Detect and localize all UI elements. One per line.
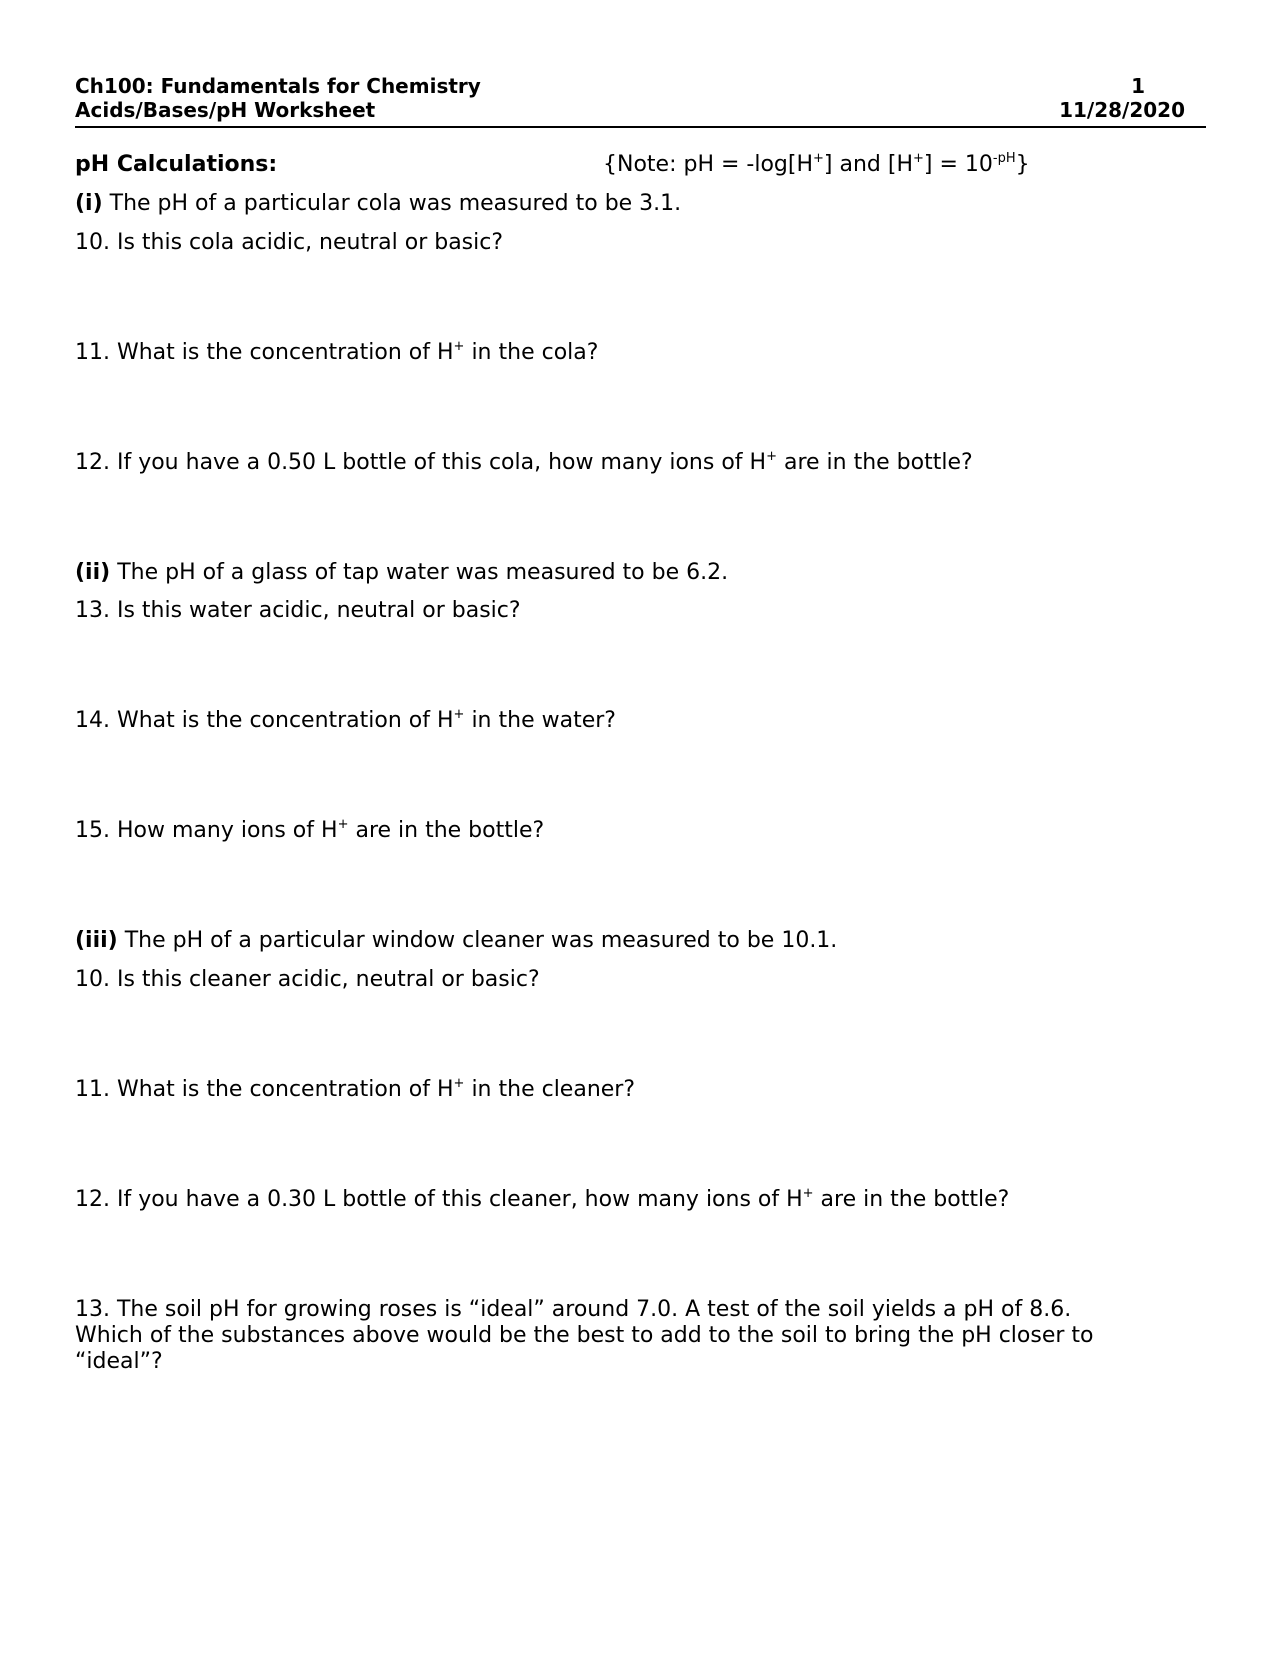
question-10-cleaner: 10. Is this cleaner acidic, neutral or basic? (75, 967, 540, 992)
question-12-cleaner: 12. If you have a 0.30 L bottle of this cleaner, how many ions of H+ are in the bottle? (75, 1186, 1010, 1212)
question-15-water: 15. How many ions of H+ are in the bottle? (75, 817, 545, 843)
question-13-soil-line1: 13. The soil pH for growing roses is “ideal” around 7.0. A test of the soil yields a pH of 8.6. (75, 1297, 1072, 1322)
header-right (1059, 74, 1185, 122)
page-number: 1 (1131, 74, 1145, 98)
formula-note: {Note: pH = -log[H+] and $[H^+] = 10^{-pH}$} (603, 151, 1030, 177)
part-iii-intro: (iii) The pH of a particular window cleaner was measured to be 10.1. (75, 928, 838, 953)
header-left (75, 74, 481, 122)
section-title: pH Calculations: (75, 152, 278, 177)
question-10-cola: 10. Is this cola acidic, neutral or basic? (75, 230, 504, 255)
date: 11/28/2020 (1059, 98, 1185, 122)
question-14-water: 14. What is the concentration of H+ in the water? (75, 707, 616, 733)
worksheet-title: Acids/Bases/pH Worksheet (75, 98, 376, 122)
part-ii-intro: (ii) The pH of a glass of tap water was measured to be 6.2. (75, 560, 729, 585)
question-13-soil-line3: “ideal”? (75, 1349, 163, 1374)
course-title: Ch100: Fundamentals for Chemistry (75, 74, 481, 98)
question-11-cleaner: 11. What is the concentration of H+ in the cleaner? (75, 1076, 636, 1102)
header-divider (75, 126, 1206, 128)
question-12-cola: 12. If you have a 0.50 L bottle of this cola, how many ions of H+ are in the bottle? (75, 449, 973, 475)
part-i-intro: (i) The pH of a particular cola was measured to be 3.1. (75, 191, 682, 216)
question-13-water: 13. Is this water acidic, neutral or basic? (75, 598, 521, 623)
question-13-soil-line2: Which of the substances above would be the best to add to the soil to bring the pH closer to (75, 1323, 1094, 1348)
question-11-cola: 11. What is the concentration of H+ in the cola? (75, 339, 599, 365)
